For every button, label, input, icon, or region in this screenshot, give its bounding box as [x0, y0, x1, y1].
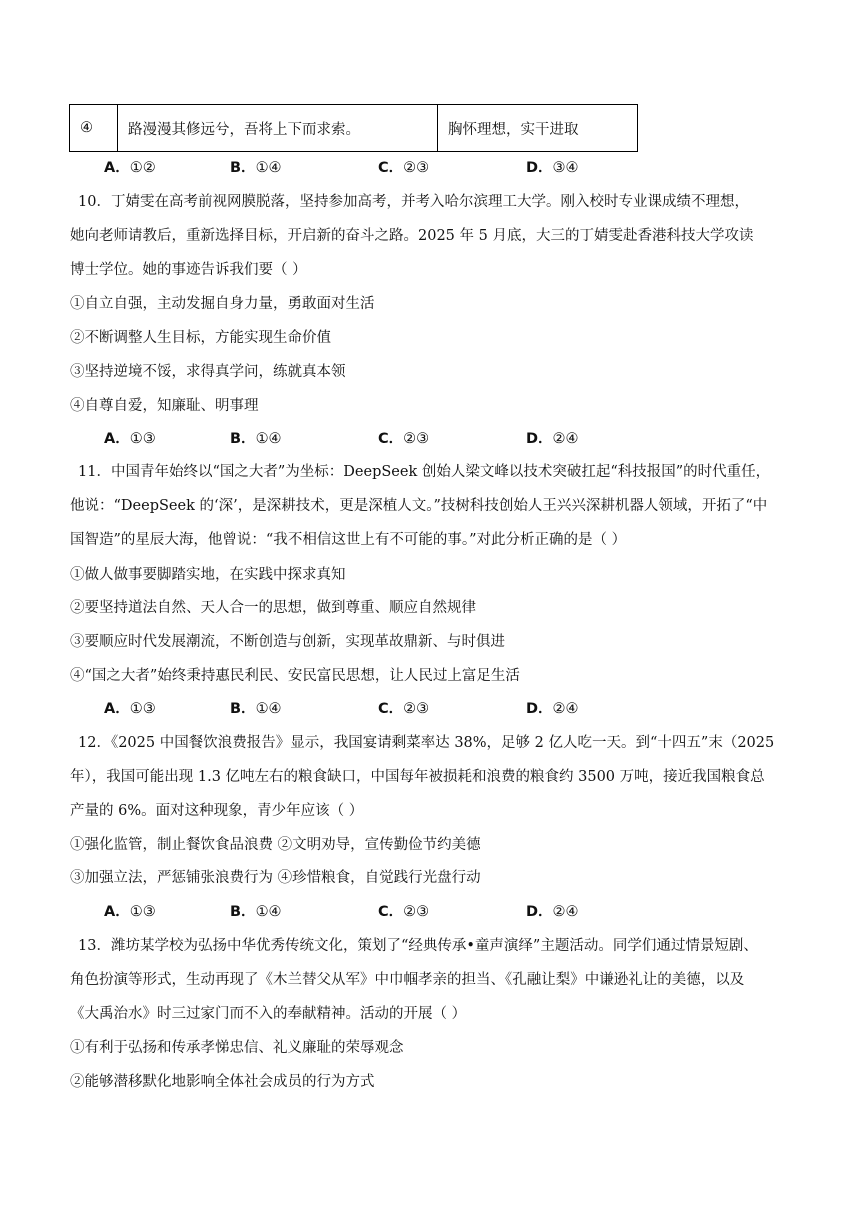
option-b[interactable]: B．①④ [230, 701, 282, 717]
q10-stem-line: 博士学位。她的事迹告诉我们要（ ） [70, 262, 307, 278]
q10-stem-line: 她向老师请教后，重新选择目标，开启新的奋斗之路。2025 年 5 月底，大三的丁婧雯赴香港科技大学攻读 [70, 228, 754, 244]
table-row [70, 105, 638, 152]
option-d[interactable]: D．③④ [526, 160, 579, 176]
option-b[interactable]: B．①④ [230, 431, 282, 447]
q12-stem-line: 12．《2025 中国餐饮浪费报告》显示，我国宴请剩菜率达 38%，足够 2 亿人吃一天。到“十四五”末（2025 [78, 735, 775, 751]
q12-item: ③加强立法，严惩铺张浪费行为 ④珍惜粮食，自觉践行光盘行动 [70, 870, 481, 886]
q11-options [104, 699, 664, 719]
option-a[interactable]: A．①③ [104, 701, 156, 717]
q13-stem-line: 《大禹治水》时三过家门而不入的奉献精神。活动的开展（ ） [70, 1006, 467, 1022]
q13-item: ②能够潜移默化地影响全体社会成员的行为方式 [70, 1074, 375, 1090]
q12-stem-line: 产量的 6%。面对这种现象，青少年应该（ ） [70, 803, 364, 819]
q11-item: ①做人做事要脚踏实地，在实践中探求真知 [70, 567, 346, 583]
q13-stem-line: 角色扮演等形式，生动再现了《木兰替父从军》中巾帼孝亲的担当、《孔融让梨》中谦逊礼让的美德，以及 [70, 972, 745, 988]
option-c[interactable]: C．②③ [378, 431, 430, 447]
q11-item: ④“国之大者”始终秉持惠民利民、安民富民思想，让人民过上富足生活 [70, 668, 520, 684]
q10-item: ④自尊自爱，知廉耻、明事理 [70, 398, 259, 414]
q11-stem-line: 国智造”的星辰大海，他曾说：“我不相信这世上有不可能的事。”对此分析正确的是（ ） [70, 532, 627, 548]
q10-item: ①自立自强，主动发掘自身力量，勇敢面对生活 [70, 296, 375, 312]
q10-item: ③坚持逆境不馁，求得真学问，练就真本领 [70, 364, 346, 380]
quote-table [69, 104, 638, 152]
q11-item: ③要顺应时代发展潮流，不断创造与创新，实现革故鼎新、与时俱进 [70, 634, 505, 650]
option-a[interactable]: A．①③ [104, 431, 156, 447]
q10-options [104, 429, 664, 449]
meaning-cell: 胸怀理想，实干进取 [438, 105, 638, 152]
q11-stem-line: 他说：“DeepSeek 的‘深’，是深耕技术，更是深植人文。”技树科技创始人王兴兴深耕机器人领域，开拓了“中 [70, 498, 768, 514]
q13-item: ①有利于弘扬和传承孝悌忠信、礼义廉耻的荣辱观念 [70, 1040, 404, 1056]
q11-item: ②要坚持道法自然、天人合一的思想，做到尊重、顺应自然规律 [70, 600, 476, 616]
option-c[interactable]: C．②③ [378, 701, 430, 717]
quote-cell: 路漫漫其修远兮，吾将上下而求索。 [118, 105, 438, 152]
q11-stem-line: 11．中国青年始终以“国之大者”为坐标：DeepSeek 创始人梁文峰以技术突破扛起“科技报国”的时代重任， [78, 464, 771, 480]
q9-options [104, 158, 664, 178]
q10-item: ②不断调整人生目标，方能实现生命价值 [70, 330, 331, 346]
row-number: ④ [70, 105, 118, 152]
q12-stem-line: 年），我国可能出现 1.3 亿吨左右的粮食缺口，中国每年被损耗和浪费的粮食约 3500 万吨，接近我国粮食总 [70, 769, 765, 785]
q10-stem-line: 10．丁婧雯在高考前视网膜脱落，坚持参加高考，并考入哈尔滨理工大学。刚入校时专业课成绩不理想， [78, 194, 749, 210]
option-d[interactable]: D．②④ [526, 431, 579, 447]
option-c[interactable]: C．②③ [378, 160, 430, 176]
q12-item: ①强化监管，制止餐饮食品浪费 ②文明劝导，宣传勤俭节约美德 [70, 837, 481, 853]
option-a[interactable]: A．①③ [104, 904, 156, 920]
option-c[interactable]: C．②③ [378, 904, 430, 920]
q13-stem-line: 13．潍坊某学校为弘扬中华优秀传统文化，策划了“经典传承•童声演绎”主题活动。同学们通过情景短剧、 [78, 938, 758, 954]
option-b[interactable]: B．①④ [230, 904, 282, 920]
q12-options [104, 902, 664, 922]
option-a[interactable]: A．①② [104, 160, 156, 176]
option-d[interactable]: D．②④ [526, 904, 579, 920]
option-d[interactable]: D．②④ [526, 701, 579, 717]
option-b[interactable]: B．①④ [230, 160, 282, 176]
